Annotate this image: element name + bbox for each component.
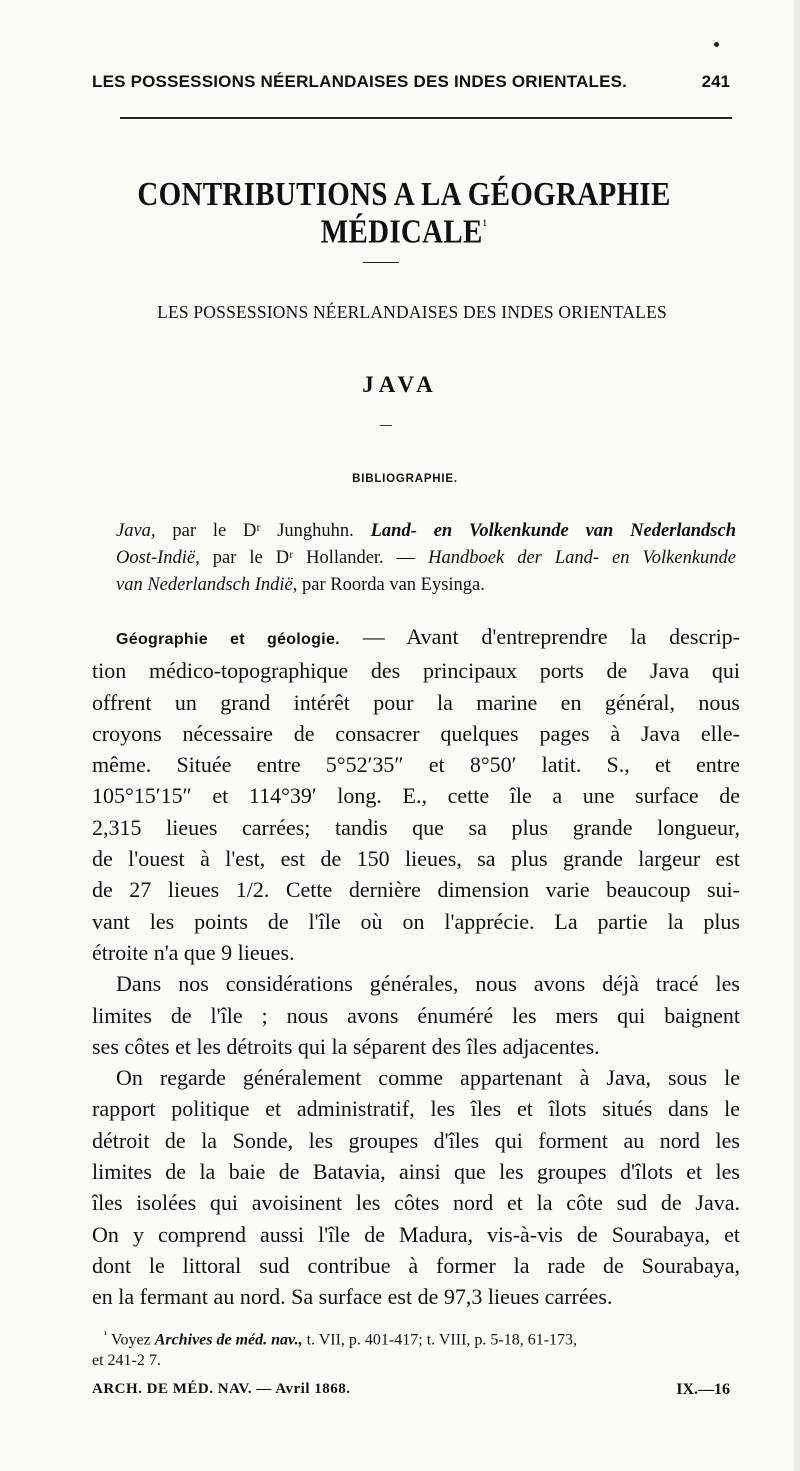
bibliography-heading: BIBLIOGRAPHIE.: [352, 473, 458, 485]
paragraph-3: [92, 1062, 740, 1312]
article-subtitle: LES POSSESSIONS NÉERLANDAISES DES INDES ORIENTALES: [157, 302, 667, 322]
bibliography: [116, 518, 736, 599]
footnote-text: t. VII, p. 401-417; t. VIII, p. 5-18, 61-173,: [302, 1331, 578, 1349]
biblio-author: par le Dʳ Junghuhn.: [155, 521, 371, 541]
footnote: [92, 1325, 742, 1371]
biblio-work-title: Oost-Indië,: [116, 548, 200, 568]
page-footer: [92, 1381, 730, 1403]
paragraph-line: de 27 lieues 1/2. Cette dernière dimension varie beaucoup sui-: [92, 877, 740, 903]
paragraph-line: limites de la baie de Batavia, ainsi que les groupes d'îlots et les: [92, 1159, 740, 1185]
paragraph-line: en la fermant au nord. Sa surface est de 97,3 lieues carrées.: [92, 1284, 613, 1310]
paragraph-line: ses côtes et les détroits qui la séparent des îles adjacentes.: [92, 1033, 600, 1059]
paragraph-text: — Avant d'entreprendre la descrip-: [362, 624, 741, 649]
footnote-line: [92, 1325, 742, 1350]
footnote-text: Voyez: [111, 1331, 155, 1349]
paragraph-line: On regarde généralement comme appartenant à Java, sous le: [116, 1065, 740, 1091]
footnote-marker: ¹: [104, 1329, 108, 1341]
page-number: 241: [701, 72, 730, 91]
running-header: [92, 72, 734, 102]
footnote-line: et 241-2 7.: [92, 1352, 161, 1370]
paragraph-2: [92, 968, 740, 1062]
bibliography-line: [116, 545, 736, 572]
paragraph-line: îles isolées qui avoisinent les côtes nord et la côte sud de Java.: [92, 1190, 740, 1216]
bibliography-line: [116, 572, 736, 599]
section-divider: [380, 425, 392, 426]
title-divider: [363, 262, 399, 263]
biblio-work-title: van Nederlandsch Indië,: [116, 575, 298, 595]
paragraph-line: tion médico-topographique des principaux ports de Java qui: [92, 658, 740, 684]
footnote-journal: Archives de méd. nav.,: [154, 1331, 303, 1349]
paragraph-line: Dans nos considérations générales, nous avons déjà tracé les: [116, 971, 740, 997]
paragraph-1: [92, 655, 740, 968]
signature-mark: IX.—16: [676, 1381, 730, 1398]
article-title: [92, 176, 716, 252]
paragraph-line: On y comprend aussi l'île de Madura, vis-à-vis de Sourabaya, et: [92, 1221, 740, 1247]
paragraph-line: rapport politique et administratif, les îles et îlots situés dans le: [92, 1096, 740, 1122]
paragraph-line: détroit de la Sonde, les groupes d'îles qui forment au nord les: [92, 1127, 740, 1153]
ink-speck: [714, 42, 719, 47]
paragraph-line: de l'ouest à l'est, est de 150 lieues, sa plus grande largeur est: [92, 846, 740, 872]
page-edge-shadow: [794, 0, 800, 1471]
journal-issue: ARCH. DE MÉD. NAV. — Avril 1868.: [92, 1381, 351, 1397]
section-label: Géographie et géologie.: [116, 631, 340, 648]
bibliography-line: [116, 518, 736, 545]
article-title-text: CONTRIBUTIONS A LA GÉOGRAPHIE MÉDICALE: [137, 176, 671, 251]
paragraph-line: 105°15′15″ et 114°39′ long. E., cette île a une surface de: [92, 783, 740, 809]
biblio-work-title: Handboek der Land- en Volkenkunde: [428, 548, 736, 568]
biblio-author: par Roorda van Eysinga.: [297, 575, 485, 595]
article-body: [92, 621, 740, 1313]
paragraph-line: 2,315 lieues carrées; tandis que sa plus grande longueur,: [92, 814, 740, 840]
paragraph-line: vant les points de l'île où on l'apprécie. La partie la plus: [92, 908, 740, 934]
biblio-work-title: Land- en Volkenkunde van Nederlandsch: [370, 521, 737, 541]
header-rule: [120, 117, 732, 119]
paragraph-line: étroite n'a que 9 lieues.: [92, 939, 295, 965]
paragraph-line: croyons nécessaire de consacrer quelques pages à Java elle-: [92, 720, 740, 746]
paragraph-line: dont le littoral sud contribue à former la rade de Sourabaya,: [92, 1252, 740, 1278]
paragraph-line: limites de l'île ; nous avons énuméré les mers qui baignent: [92, 1002, 740, 1028]
paragraph-line: offrent un grand intérêt pour la marine en général, nous: [92, 689, 740, 715]
running-title: LES POSSESSIONS NÉERLANDAISES DES INDES ORIENTALES.: [92, 72, 628, 91]
paragraph-line: [92, 621, 740, 655]
paragraph-line: même. Située entre 5°52′35″ et 8°50′ latit. S., et entre: [92, 752, 740, 778]
biblio-work-title: Java,: [116, 521, 156, 541]
biblio-author: par le Dʳ Hollander. —: [199, 548, 429, 568]
title-note-marker: ¹: [482, 217, 488, 236]
section-title: JAVA: [362, 372, 438, 397]
